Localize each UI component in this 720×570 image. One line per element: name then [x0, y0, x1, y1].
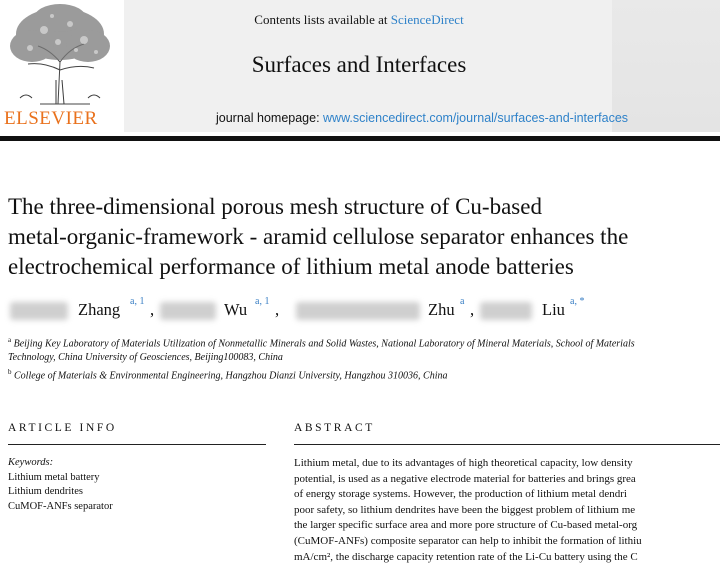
- title-line: electrochemical performance of lithium metal anode batteries: [8, 254, 574, 279]
- author-name[interactable]: Wu: [224, 300, 248, 319]
- redacted-name: [10, 302, 68, 320]
- homepage-prefix: journal homepage:: [216, 111, 324, 125]
- header-rule: [0, 136, 720, 141]
- redacted-name: [480, 302, 532, 320]
- sciencedirect-link[interactable]: ScienceDirect: [390, 12, 464, 27]
- title-line: metal-organic-framework - aramid cellulose separator enhances the: [8, 224, 629, 249]
- journal-homepage-line: [216, 111, 628, 125]
- abstract-line: potential, is used as a negative electrode material for batteries and brings grea: [294, 472, 636, 485]
- abstract-line: of energy storage systems. However, the production of lithium metal dendri: [294, 488, 627, 501]
- publisher-wordmark: ELSEVIER: [4, 108, 98, 129]
- author-affil-sup: a: [460, 296, 465, 307]
- tree-icon: [0, 0, 118, 108]
- author-affil-sup: a, 1: [130, 296, 145, 307]
- contents-prefix: Contents lists available at: [254, 12, 391, 27]
- abstract-line: (CuMOF-ANFs) composite separator can help to inhibit the formation of lithiu: [294, 534, 642, 547]
- abstract-line: Lithium metal, due to its advantages of high theoretical capacity, low density: [294, 457, 633, 469]
- author-name[interactable]: Liu: [542, 300, 565, 319]
- abstract-rule: [294, 444, 720, 445]
- author-name[interactable]: Zhang: [78, 300, 121, 319]
- article-info-heading: ARTICLE INFO: [8, 422, 117, 434]
- homepage-link[interactable]: www.sciencedirect.com/journal/surfaces-and-interfaces: [323, 111, 629, 125]
- keyword-item: CuMOF-ANFs separator: [8, 500, 113, 512]
- abstract-body: [294, 456, 720, 565]
- journal-title: Surfaces and Interfaces: [251, 52, 467, 77]
- affiliation-line: $^b$ College of Materials & Environmental Engineering, Hangzhou Dianzi University, Hangzhou 310036, China: [8, 368, 448, 382]
- abstract-line: mA/cm², the discharge capacity retention rate of the Li-Cu battery using the C: [294, 550, 638, 563]
- affiliations: [8, 333, 720, 384]
- journal-cover-thumbnail: [612, 0, 720, 132]
- author-name[interactable]: Zhu: [428, 300, 455, 319]
- redacted-name: [296, 302, 420, 320]
- author-list: Zhang a, 1 , Wu a, 1 , Zhu a , Liu a, *: [0, 296, 720, 326]
- author-affil-sup: a, *: [570, 296, 585, 307]
- keywords-block: [8, 456, 268, 514]
- keyword-item: Lithium dendrites: [8, 486, 83, 497]
- abstract-heading: ABSTRACT: [294, 422, 375, 434]
- abstract-line: poor safety, so lithium dendrites have been the biggest problem of lithium me: [294, 503, 636, 516]
- article-info-rule: [8, 444, 266, 445]
- keywords-label: Keywords:: [8, 457, 54, 468]
- title-line: The three-dimensional porous mesh structure of Cu-based: [8, 194, 542, 219]
- redacted-name: [160, 302, 216, 320]
- contents-line: [124, 12, 594, 28]
- abstract-line: the larger specific surface area and more pore structure of Cu-based metal-org: [294, 519, 638, 532]
- keyword-item: Lithium metal battery: [8, 471, 100, 483]
- paper-title: [8, 192, 720, 282]
- affiliation-line: Technology, China University of Geosciences, Beijing100083, China: [8, 352, 283, 364]
- affiliation-line: $^a$ Beijing Key Laboratory of Materials Utilization of Nonmetallic Minerals and Solid Wastes, National Laboratory of Mineral Materials, School of Materials: [8, 336, 635, 350]
- author-affil-sup: a, 1: [255, 296, 270, 307]
